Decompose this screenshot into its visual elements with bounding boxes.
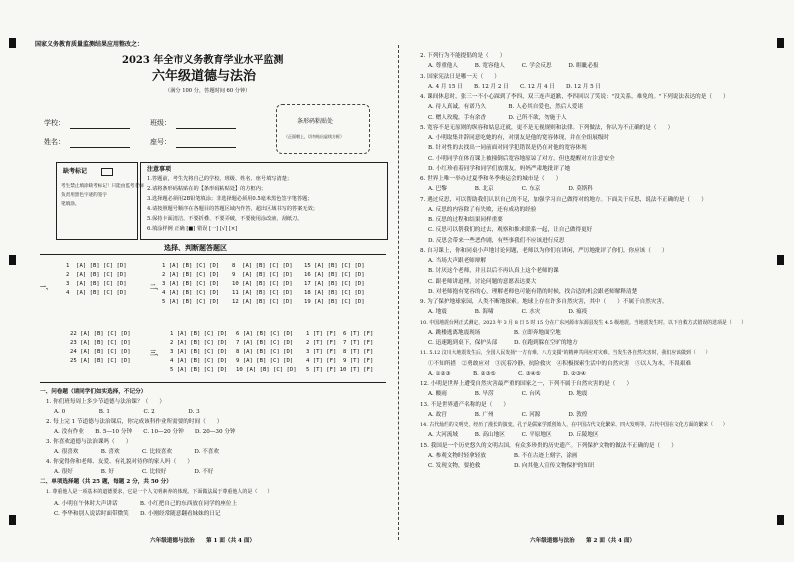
question-line: D. 对老师抱有宽容的心，理解老师也可能有错的时候，找合适的机会跟老师解释清楚 — [428, 288, 638, 295]
timing-mark — [9, 255, 16, 265]
absent-text-3: 笔填涂。 — [61, 202, 80, 207]
notes-item-1: 1.答题前，考生先将自己的学校、班级、姓名、座号填写清楚； — [147, 176, 293, 182]
question-line: A. 反思的内容除了有失败，还有成功的经验 — [428, 206, 537, 213]
question-line: 13. 不是世界遗产名称的是（ ） — [420, 401, 509, 408]
question-line: A. 待人真诚，有诺乃久 B. 人必其自爱也，然后人爱诸 — [428, 104, 584, 111]
notes-title: 注意事项 — [147, 166, 172, 173]
notes-item-3: 3.选择题必须用2B铅笔填涂；非选择题必须用0.5毫米黑色签字笔答题； — [147, 196, 313, 202]
notes-item-6: 6.填涂样例 正确 [■] 错误 [一] [√] [×] — [147, 226, 238, 232]
answer-area-bottom-border — [40, 382, 386, 383]
question-line: ①不知所措 ②勇敢应对 ③沉着冷静，抗险救灾 ④积极探索生活中的自然灾害 ⑤以人为本，不畏艰难 — [428, 360, 691, 367]
question-line: 15. 我国是一个历史悠久的文明古国，有众多珍贵的历史遗产。下列保护文物的做法不正确的是（ ） — [420, 442, 677, 449]
answer-area-title: 选择、判断题答题区 — [164, 243, 227, 252]
left-section2-title: 二、单项选择题（共 25 题，每题 2 分，共 50 分） — [40, 479, 172, 485]
left-line-1: 1. 你们班每周上多少节道德与法治课？（ ） — [46, 399, 165, 405]
question-line: C. 反思可以帮我们的过去，观察和推求联系一起，让自己做得更好 — [428, 227, 593, 234]
question-line: 14. 古代灿烂的文明史，经历了漫长的演变。孔子是儒家学派创始人，在中国古代文化繁荣、四大发明等。古代中国在文化方面的繁荣（ ） — [420, 422, 728, 428]
question-line: A. 4 月 15 日 B. 12 月 2 日 C. 12 月 4 日 D. 12 月 5 日 — [428, 83, 602, 90]
exam-info: （满分 100 分，答题时间 60 分钟） — [165, 88, 251, 94]
left-line-8: A. 很好 B. 好 C. 比较好 D. 不好 — [54, 469, 214, 475]
question-line: 10. 中国地震台网正式测定，2023 年 3 月 8 日 5 时 15 分在广东河源市东源县发生 4.5 级地震。当地震发生时，以下自救方式错误的选项是（ ） — [420, 319, 747, 326]
question-line: D. 小红珍看着同学和同学们放朋友，妈妈严肃地批评了她 — [428, 165, 571, 172]
timing-mark — [777, 255, 784, 265]
left-line-5: 3. 你喜欢道德与法治课吗（ ） — [46, 439, 132, 445]
absent-text-2: 负责用黑色字迹的签字 — [61, 193, 107, 198]
absent-checkbox[interactable] — [101, 168, 113, 176]
top-note: 国家义务教育质量监测结果应用整改之： — [35, 41, 144, 48]
name-label: 姓名： — [44, 138, 65, 146]
question-line: B. 讨厌这个老师，并且以后不再认真上这个老师的课 — [428, 268, 559, 275]
section-two-label: 二、 — [150, 284, 163, 291]
bubble-group-1[interactable]: 1 [A] [B] [C] [D] 2 [A] [B] [C] [D] 3 [A] [B] [C] [D] 4 [A] [B] [C] [D] — [66, 263, 127, 296]
school-field[interactable] — [70, 128, 130, 129]
school-label: 学校： — [44, 119, 65, 127]
question-line: A. ①②③ B. ②③⑤ C. ③④⑤ D. ②③④ — [428, 370, 587, 377]
absent-box — [56, 162, 144, 240]
barcode-note: （正面朝上，切勿贴出虚线方框） — [284, 134, 344, 139]
notes-item-2: 2.请将条形码粘贴在的【条形码粘贴处】的方框内； — [147, 186, 267, 192]
class-label: 班级： — [150, 119, 171, 127]
question-line: A. 当场大声跟老师辩解 — [428, 258, 486, 264]
question-line: C. 小明同学在体育课上被撞倒后宽容地原谅了对方，但也提醒对方注意安全 — [428, 155, 615, 162]
left-line-12: C. 李华和别人说话时面带微笑 D. 小刚经常随意翻看妹妹的日记 — [54, 511, 221, 517]
question-line: 3. 国家宪法日是哪一天（ ） — [420, 73, 500, 80]
section-three-label: 三、 — [150, 350, 163, 357]
question-line: 8. 自习课上，你和同桌小声地讨论问题，老师以为你们在讲闲，严厉地批评了你们。你应该（ ） — [420, 247, 668, 254]
left-line-11: A. 小明在午休时大声讲话 B. 小红把自己的东西放在同学的座位上 — [54, 501, 238, 507]
timing-mark — [777, 38, 784, 48]
notes-item-5: 5.保持卡面清洁，不要折叠、不要弄破，不要使用涂改液、刮纸刀。 — [147, 216, 303, 222]
question-line: B. 针对性的去找出一同前面对同学犯错误是仍在对他的宽容体现 — [428, 145, 587, 152]
question-line: C. 发现文物，要抢救 D. 向其他人宣传文物保护的知识 — [428, 463, 595, 469]
bubble-group-2[interactable]: 1 [A] [B] [C] [D] 2 [A] [B] [C] [D] 3 [A] [B] [C] [D] 4 [A] [B] [C] [D] 5 [A] [B] [C] [D] — [162, 263, 220, 305]
exam-title: 2023 年全市义务教育学业水平监测 — [122, 55, 284, 66]
bubble-group-4[interactable]: 15 [A] [B] [C] [D] 16 [A] [B] [C] [D] 17 [A] [B] [C] [D] 18 [A] [B] [C] [D] 19 [A] [B] [C] [D] — [304, 263, 365, 305]
question-line: 11. 5.12 汶川大地震发生后，全国人民发扬"一方有难，八方支援"的精神共同应对灾难。当发生各自然灾害时，我们应该做到（ ） — [420, 350, 711, 357]
bubble-group-5[interactable]: 22 [A] [B] [C] [D] 23 [A] [B] [C] [D] 24 [A] [B] [C] [D] 25 [A] [B] [C] [D] — [70, 331, 131, 364]
absent-text-1: 考生禁止填涂缺考标记！只能由监考老师 — [61, 184, 144, 189]
notes-item-4: 4.请按照题号顺序在各题目的答题区域内作答，超出区域书写的答案无效； — [147, 206, 318, 212]
question-line: A. 大河流域 B. 高山地区 C. 平原地区 D. 丘陵地区 — [428, 432, 599, 439]
left-line-10: 1. 尊重他人是一项基本的道德要求，它是一个人文明素养的体现。下面做法属于尊重他人的是（ ） — [46, 489, 273, 495]
timing-mark — [777, 515, 784, 525]
question-line: 7. 遇过反思，可以帮助我们认识自己的不足，加强学习自己做得对的地方。下面关于反思，说法不正确的是（ ） — [420, 196, 707, 203]
notes-box — [140, 162, 388, 240]
answer-area-top-border — [40, 254, 386, 255]
bubble-group-6[interactable]: 1 [A] [B] [C] [D] 2 [A] [B] [C] [D] 3 [A] [B] [C] [D] 4 [A] [B] [C] [D] 5 [A] [B] [C] [D] — [170, 331, 228, 373]
question-line: A. 小明取集井辞同意吃她的有，对朋友是他的宽容体现，并在全组展级时 — [428, 135, 610, 141]
question-line: A. 尊重他人 B. 宽容他人 C. 学会反思 D. 睚眦必报 — [428, 63, 599, 70]
question-line: 4. 课间休息时，张三一不小心踩到了李四，双三连声道歉，李四回以了笑说："没关系，难免的。"下列说法表达的是（ ） — [420, 94, 729, 100]
left-line-2: A. 0 B. 1 C. 2 D. 3 — [54, 409, 200, 415]
bubble-group-7[interactable]: 6 [A] [B] [C] [D] 7 [A] [B] [C] [D] 8 [A] [B] [C] [D] 9 [A] [B] [C] [D] 10 [A] [B] [C] [D] — [236, 331, 297, 373]
bubble-group-8[interactable]: 1 [T] [F] 6 [T] [F] 2 [T] [F] 7 [T] [F] 3 [T] [F] 8 [T] [F] 4 [T] [F] 9 [T] [F] 5 [T] [F] 10 [T] [F] — [306, 331, 374, 373]
question-line: 9. 为了保护地球家园，人类不断地探索。地球上存在许多自然灾害，其中（ ）不属于自然灾害。 — [420, 299, 668, 305]
timing-mark — [9, 38, 16, 48]
barcode-title: 条形码粘贴处 — [297, 118, 334, 125]
footer-left: 六年级道德与法治 第 1 面（共 4 面） — [150, 538, 256, 544]
left-line-7: 4. 你觉得你和老师、友爱、有礼貌对待你的家人吗（ ） — [46, 459, 193, 465]
timing-mark — [9, 515, 16, 525]
subject-title: 六年级道德与法治 — [152, 69, 257, 84]
bubble-group-3[interactable]: 8 [A] [B] [C] [D] 9 [A] [B] [C] [D] 10 [A] [B] [C] [D] 11 [A] [B] [C] [D] 12 [A] [B] [C] [D] — [232, 263, 293, 305]
question-line: D. 反思会带来一些恶作剧，有些事我们不应该进行反思 — [428, 237, 565, 244]
left-section1-title: 一、问卷题（请同学们如实选择，不记分） — [40, 389, 147, 395]
name-field[interactable] — [70, 147, 130, 148]
barcode-area — [276, 104, 370, 154]
question-line: A. 地震 B. 海啸 C. 水灾 D. 瘟疫 — [428, 309, 588, 316]
question-line: A. 故宫 B. 广州 C. 河源 D. 敦煌 — [428, 411, 588, 418]
question-line: A. 酸雨 B. 旱涝 C. 台风 D. 地震 — [428, 391, 588, 398]
footer-right: 六年级道德与法治 第 2 面（共 4 面） — [530, 538, 636, 544]
question-line: A. 跳楼逃离地震现场 B. 立即奔地面空地 — [428, 329, 561, 336]
left-line-3: 2. 每上完 1 节道德与法治课后，你完成该科作业所需要的时间（ ） — [46, 419, 223, 425]
question-line: A. 巴黎 B. 北京 C. 东京 D. 莫斯科 — [428, 186, 593, 193]
question-line: A. 参观文物时轻拿轻放 B. 不在古迹上刻字，涂画 — [428, 452, 578, 459]
question-line: 6. 世界上唯一举办过夏季和冬季奥运会的城市是（ ） — [420, 176, 562, 182]
question-line: B. 反思的过程和结果同样重要 — [428, 217, 503, 223]
question-line: C. 赠人玫瑰，手有余香 D. 己所不欲，勿施于人 — [428, 114, 567, 121]
class-field[interactable] — [176, 128, 236, 129]
section-one-label: 一、 — [40, 284, 53, 291]
question-line: C. 跟老师讲道理，讨论问题的意愿表达要大 — [428, 278, 537, 285]
question-line: 5. 宽容不是无原则的纵容和姑息迁就，更不是无视规则和法律。下列做法，你认为不正确的是（ ） — [420, 124, 674, 131]
question-line: C. 迅速跑到桌下，保护头部 D. 在跑到躲在空旷的地方 — [428, 340, 578, 346]
left-line-4: A. 没有作业 B. 5—10 分钟 C. 10—20 分钟 D. 20—30 分钟 — [54, 429, 236, 435]
question-line: 2. 下列行为不能提倡的是（ ） — [420, 53, 506, 59]
absent-label: 缺考标记 — [63, 168, 88, 175]
seat-label: 座号： — [150, 138, 171, 146]
question-line: 12. 小明是世界上遭受自然灾害最严重的国家之一，下列不属于自然灾害的是（ ） — [420, 381, 633, 387]
seat-field[interactable] — [176, 147, 236, 148]
left-line-6: A. 很喜欢 B. 喜欢 C. 比较喜欢 D. 不喜欢 — [54, 449, 219, 455]
fold-line — [398, 45, 399, 540]
